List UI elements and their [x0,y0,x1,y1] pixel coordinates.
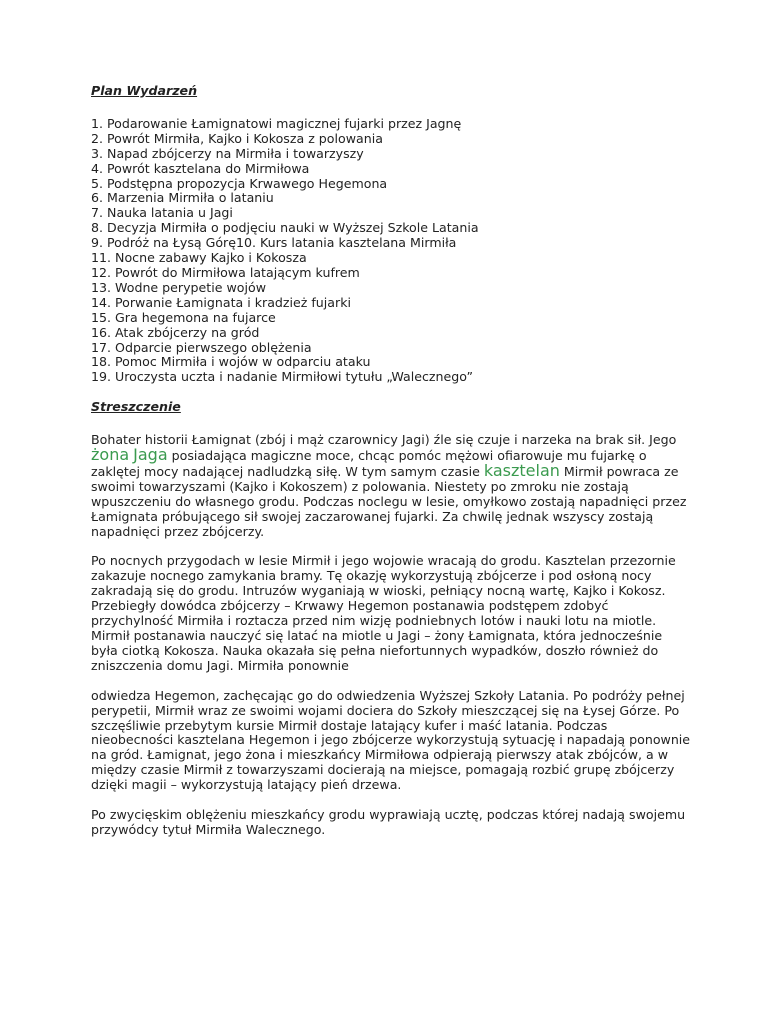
link-zona[interactable]: żona [91,445,130,465]
document-page [91,84,691,853]
paragraph-text: Mirmił powraca ze swoimi towarzyszami (Kajko i Kokoszem) z polowania. Niestety po zmroku nie zostają wpuszczeniu do własnego grodu. Podczas noclegu w lesie, omyłkowo zostają napadnięci przez Łamignata próbującego sił swojej zaczarowanej fujarki. Za chwilę jednak wszyscy zostają napadnięci przez zbójcerzy. [91,463,687,539]
link-jaga[interactable]: Jaga [133,445,168,465]
plan-item: 12. Powrót do Mirmiłowa latającym kufrem [91,264,360,280]
plan-item: 11. Nocne zabawy Kajko i Kokosza [91,250,307,266]
summary-paragraph-3: odwiedza Hegemon, zachęcając go do odwiedzenia Wyższej Szkoły Latania. Po podróży pełnej perypetii, Mirmił wraz ze swoimi wojami dociera do Szkoły mieszczącej się na Łysej Górze. Po szczęśliwie przebytym kursie Mirmił dostaje latający kufer i maść latania. Podczas nieobecności kasztelana Hegemon i jego zbójcerze wykorzystują sytuację i napadają ponownie na gród. Łamignat, jego żona i mieszkańcy Mirmiłowa odpierają pierwszy atak zbójców, a w między czasie Mirmił z towarzyszami docierają na miejsce, pomagają rozbić grupę zbójcerzy dzięki magii – wykorzystują latający pień drzewa. [91,687,691,793]
plan-list [91,117,691,385]
plan-heading: Plan Wydarzeń [91,83,198,98]
link-kasztelan[interactable]: kasztelan [483,460,560,480]
paragraph-text: Bohater historii Łamignat (zbój i mąż czarownicy Jagi) źle się czuje i narzeka na brak sił. Jego [91,432,677,448]
plan-item: 17. Odparcie pierwszego oblężenia [91,339,312,355]
plan-item: 6. Marzenia Mirmiła o lataniu [91,190,274,206]
plan-item: 19. Uroczysta uczta i nadanie Mirmiłowi tytułu „Walecznego” [91,369,474,385]
plan-item: 1. Podarowanie Łamignatowi magicznej fujarki przez Jagnę [91,115,462,131]
paragraph-text: posiadająca magiczne moce, chcąc pomóc mężowi ofiarowuje mu fujarkę o zaklętej mocy nadającej nadludzką siłę. W tym samym czasie [91,448,647,479]
plan-item: 14. Porwanie Łamignata i kradzież fujarki [91,294,351,310]
summary-paragraph-1 [91,433,691,539]
plan-item: 7. Nauka latania u Jagi [91,205,233,221]
plan-item: 9. Podróż na Łysą Górę10. Kurs latania kasztelana Mirmiła [91,235,457,251]
plan-item: 2. Powrót Mirmiła, Kajko i Kokosza z polowania [91,130,383,146]
summary-heading: Streszczenie [91,399,181,415]
plan-item: 8. Decyzja Mirmiła o podjęciu nauki w Wyższej Szkole Latania [91,220,479,236]
plan-item: 4. Powrót kasztelana do Mirmiłowa [91,160,310,176]
plan-item: 16. Atak zbójcerzy na gród [91,324,260,340]
summary-paragraph-2: Po nocnych przygodach w lesie Mirmił i jego wojowie wracają do grodu. Kasztelan przezornie zakazuje nocnego zamykania bramy. Tę okazję wykorzystują zbójcerze i pod osłoną nocy zakradają się do grodu. Intruzów wyganiają w wioski, pełniący nocną wartę, Kajko i Kokosz. Przebiegły dowódca zbójcerzy – Krwawy Hegemon postanawia podstępem zdobyć przychylność Mirmiła i roztacza przed nim wizję podniebnych lotów i nauki lotu na miotle. Mirmił postanawia nauczyć się latać na miotle u Jagi – żony Łamignata, która jednocześnie była ciotką Kokosza. Nauka okazała się pełna niefortunnych wypadków, doszło również do zniszczenia domu Jagi. Mirmiła ponownie [91,553,676,673]
plan-item: 18. Pomoc Mirmiła i wojów w odparciu ataku [91,354,371,370]
plan-item: 15. Gra hegemona na fujarce [91,309,276,325]
plan-item: 3. Napad zbójcerzy na Mirmiła i towarzyszy [91,145,364,161]
summary-paragraph-4: Po zwycięskim oblężeniu mieszkańcy grodu wyprawiają ucztę, podczas której nadają swojemu przywódcy tytuł Mirmiła Walecznego. [91,807,686,837]
plan-item: 5. Podstępna propozycja Krwawego Hegemona [91,175,388,191]
plan-item: 13. Wodne perypetie wojów [91,279,266,295]
